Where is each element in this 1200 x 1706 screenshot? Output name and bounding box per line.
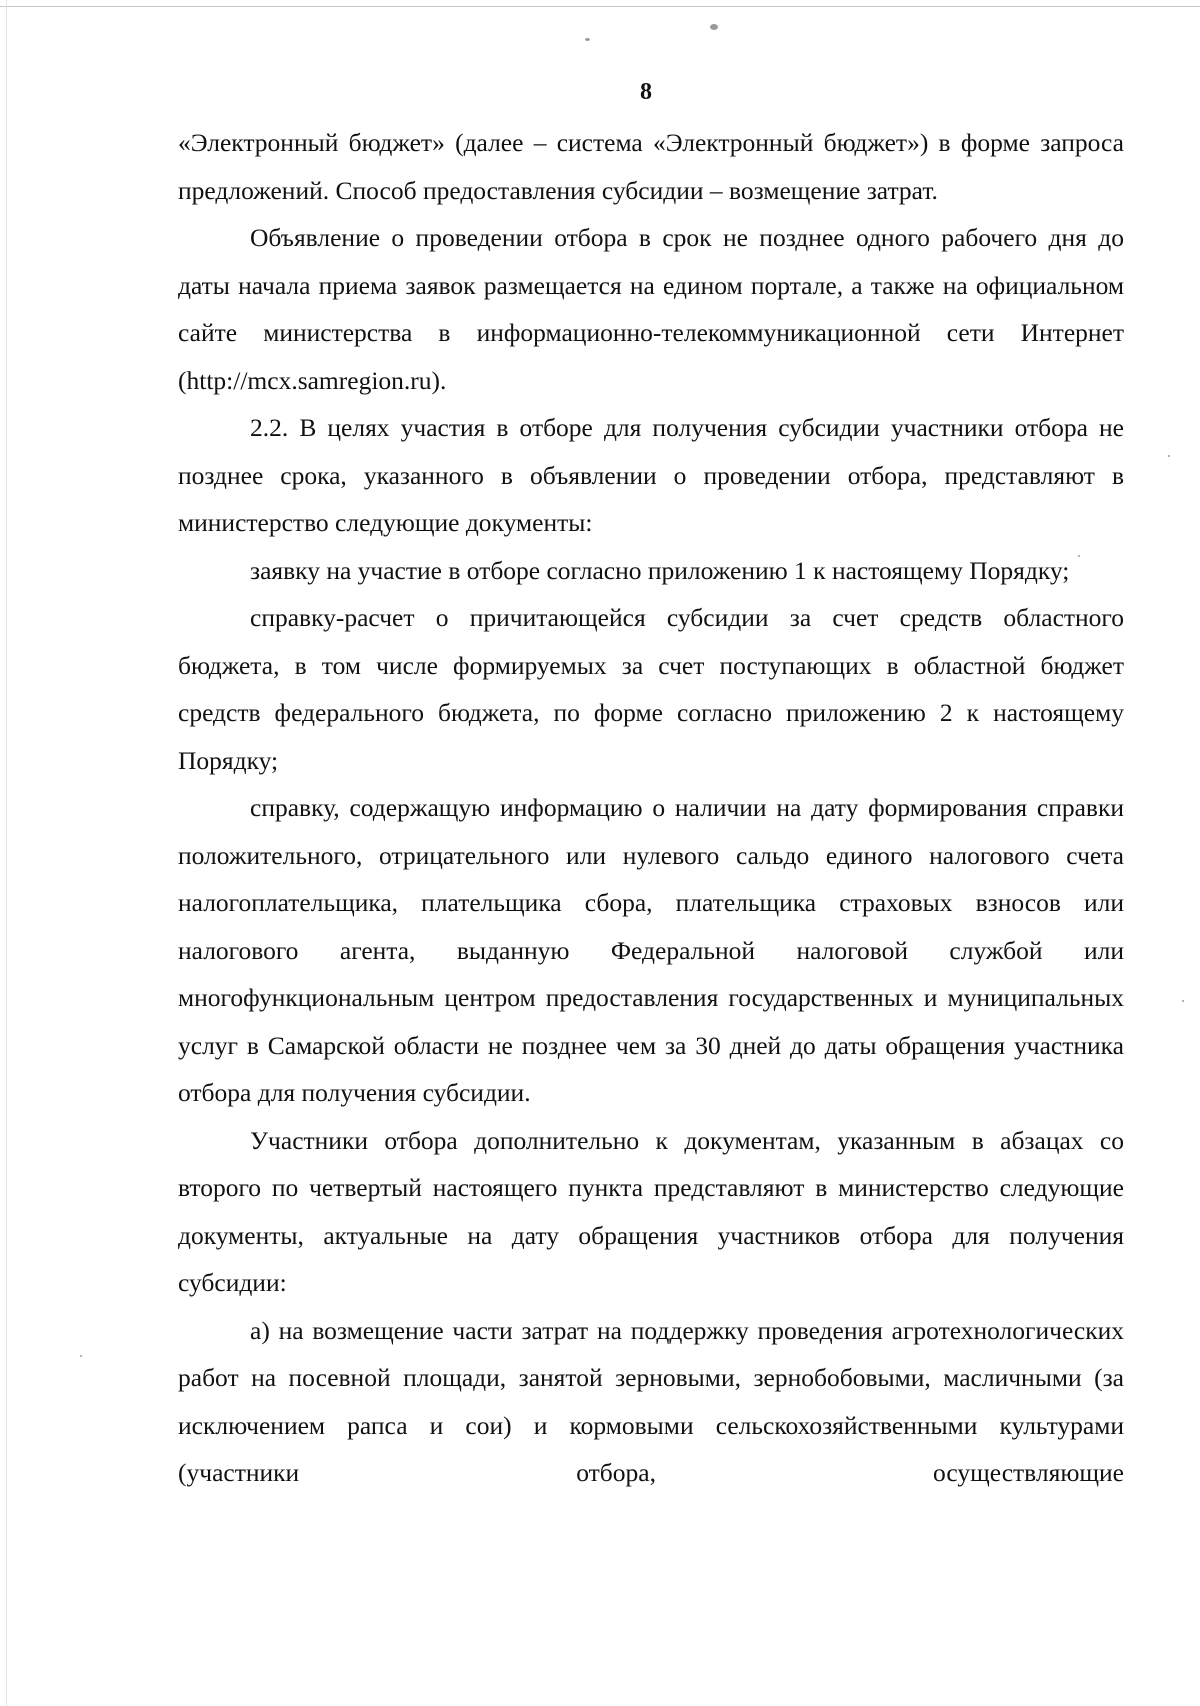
scan-speck — [1078, 555, 1080, 557]
page-number: 8 — [640, 79, 652, 105]
paragraph-1: «Электронный бюджет» (далее – система «Электронный бюджет») в форме запроса предложений. Способ предоставления субсидии – возмещение затрат. — [178, 128, 1124, 205]
scan-speck — [1182, 1000, 1184, 1002]
paragraph-3: 2.2. В целях участия в отборе для получения субсидии участники отбора не позднее срока, указанного в объявлении о проведении отбора, представляют в министерство следующие документы: — [178, 413, 1124, 537]
paragraph-6: справку, содержащую информацию о наличии на дату формирования справки положительного, отрицательного или нулевого сальдо единого налогового счета налогоплательщика, плательщика сбора, плательщика страховых взносов или налогового агента, выданную Федеральной налоговой службой или многофункциональным центром предоставления государственных и муниципальных услуг в Самарской области не позднее чем за 30 дней до даты обращения участника отбора для получения субсидии. — [178, 793, 1124, 1107]
paragraph-7: Участники отбора дополнительно к документам, указанным в абзацах со второго по четвертый настоящего пункта представляют в министерство следующие документы, актуальные на дату обращения участников отбора для получения субсидии: — [178, 1125, 1124, 1297]
scan-speck — [1168, 455, 1170, 457]
paragraph-4: заявку на участие в отборе согласно приложению 1 к настоящему Порядку; — [250, 555, 1070, 585]
paragraph-8: а) на возмещение части затрат на поддержку проведения агротехнологических работ на посевной площади, занятой зерновыми, зернобобовыми, масличными (за исключением рапса и сои) и кормовыми сельскохозяйственными культурами (участники отбора, осуществляющие — [178, 1315, 1124, 1487]
scan-speck — [80, 1355, 82, 1357]
document-body — [178, 119, 1124, 1497]
scan-speck — [585, 38, 590, 41]
scan-edge-left — [6, 0, 7, 1706]
paragraph-2: Объявление о проведении отбора в срок не позднее одного рабочего дня до даты начала приема заявок размещается на едином портале, а также на официальном сайте министерства в информационно-телекоммуникационной сети Интернет (http://mcx.samregion.ru). — [178, 223, 1124, 395]
scan-speck — [710, 24, 718, 30]
paragraph-5: справку-расчет о причитающейся субсидии за счет средств областного бюджета, в том числе формируемых за счет поступающих в областной бюджет средств федерального бюджета, по форме согласно приложению 2 к настоящему Порядку; — [178, 603, 1124, 775]
scan-edge-top — [0, 6, 1200, 7]
